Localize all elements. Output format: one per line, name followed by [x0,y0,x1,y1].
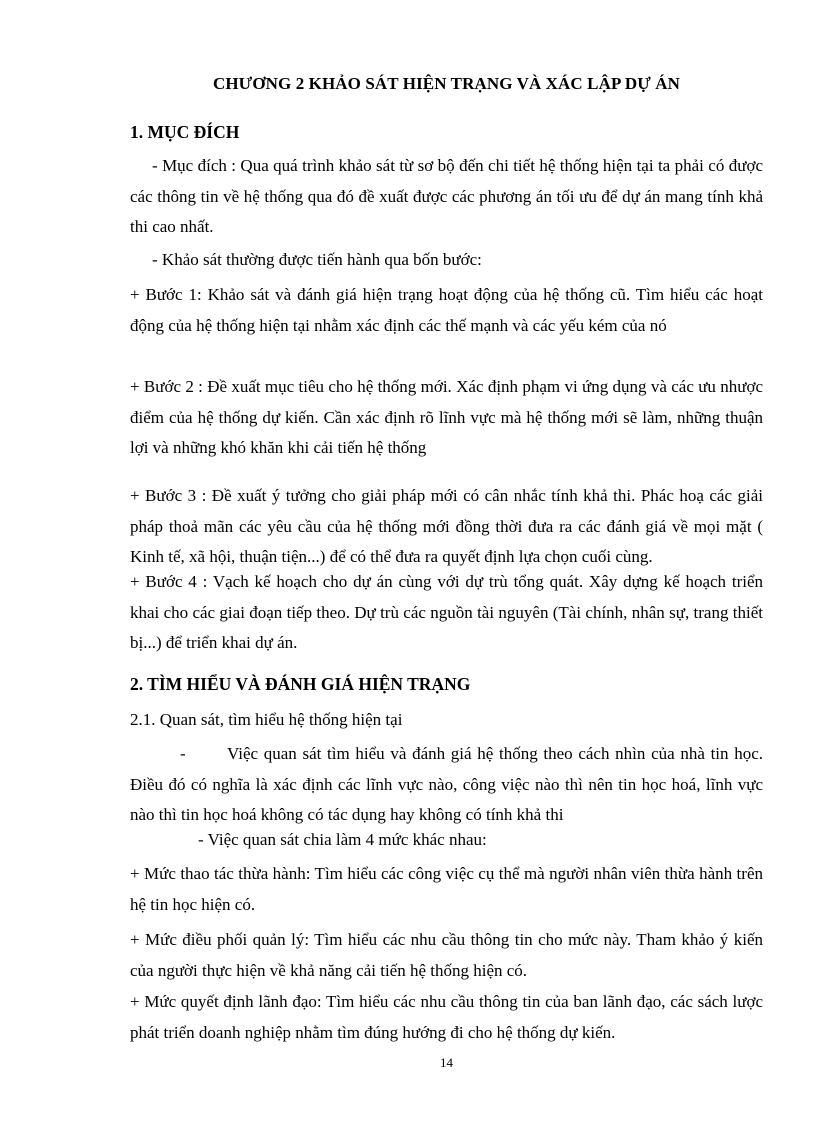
step-4-paragraph: + Bước 4 : Vạch kế hoạch cho dự án cùng với dự trù tổng quát. Xây dựng kế hoạch triển khai cho các giai đoạn tiếp theo. Dự trù các nguồn tài nguyên (Tài chính, nhân sự, trang thiết bị...) để triển khai dự án. [130,572,763,652]
observation-paragraph: Việc quan sát tìm hiểu và đánh giá hệ thống theo cách nhìn của nhà tin học. Điều đó có nghĩa là xác định các lĩnh vực nào, công việc nào thì nên tin học hoá, lĩnh vực nào thì tin học hoá không có tác dụng hay không có tính khả thi [130,744,763,824]
chapter-title: CHƯƠNG 2 KHẢO SÁT HIỆN TRẠNG VÀ XÁC LẬP DỰ ÁN [212,74,680,93]
level-3-paragraph: + Mức quyết định lãnh đạo: Tìm hiểu các nhu cầu thông tin của ban lãnh đạo, các sách lược phát triển doanh nghiệp nhằm tìm đúng hướng đi cho hệ thống dự kiến. [130,992,763,1042]
section-1-heading: 1. MỤC ĐÍCH [130,122,240,142]
level-2-paragraph: + Mức điều phối quản lý: Tìm hiểu các nhu cầu thông tin cho mức này. Tham khảo ý kiến của người thực hiện về khả năng cải tiến hệ thống hiện có. [130,930,763,980]
observation-dash: - [180,744,186,763]
levels-intro: - Việc quan sát chia làm 4 mức khác nhau: [198,830,487,849]
step-1-paragraph: + Bước 1: Khảo sát và đánh giá hiện trạng hoạt động của hệ thống cũ. Tìm hiểu các hoạt động của hệ thống hiện tại nhằm xác định các thế mạnh và các yếu kém của nó [130,285,763,335]
section-2-heading: 2. TÌM HIỂU VÀ ĐÁNH GIÁ HIỆN TRẠNG [130,674,471,694]
steps-intro: - Khảo sát thường được tiến hành qua bốn bước: [152,250,482,269]
subsection-2-1-heading: 2.1. Quan sát, tìm hiểu hệ thống hiện tại [130,710,403,729]
purpose-paragraph: - Mục đích : Qua quá trình khảo sát từ sơ bộ đến chi tiết hệ thống hiện tại ta phải có được các thông tin về hệ thống qua đó đề xuất được các phương án tối ưu để dự án mang tính khả thi cao nhất. [130,156,763,236]
step-3-paragraph: + Bước 3 : Đề xuất ý tưởng cho giải pháp mới có cân nhắc tính khả thi. Phác hoạ các giải pháp thoả mãn các yêu cầu của hệ thống mới đồng thời đưa ra các đánh giá về mọi mặt ( Kinh tế, xã hội, thuận tiện...) để có thể đưa ra quyết định lựa chọn cuối cùng. [130,486,763,566]
level-1-paragraph: + Mức thao tác thừa hành: Tìm hiểu các công việc cụ thể mà người nhân viên thừa hành trên hệ tin học hiện có. [130,864,763,914]
page-number: 14 [440,1055,453,1070]
step-2-paragraph: + Bước 2 : Đề xuất mục tiêu cho hệ thống mới. Xác định phạm vi ứng dụng và các ưu nhược điểm của hệ thống dự kiến. Cần xác định rõ lĩnh vực mà hệ thống mới sẽ làm, những thuận lợi và những khó khăn khi cải tiến hệ thống [130,377,763,457]
